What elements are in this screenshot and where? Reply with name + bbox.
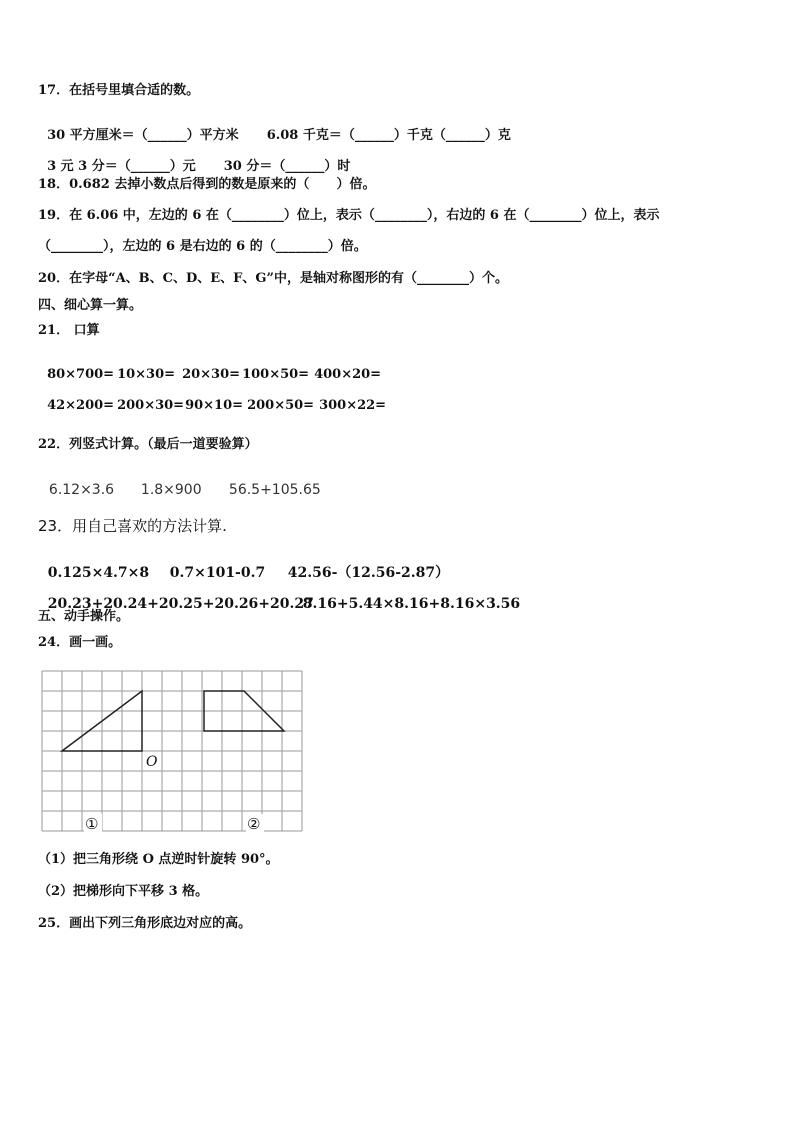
- q23-expr: 20.23+20.24+20.25+20.26+20.27: [47, 596, 314, 612]
- section4-heading: 四、细心算一算。: [38, 298, 143, 313]
- q17-row2: [38, 147, 350, 173]
- grid-figure: [40, 669, 306, 835]
- q21-title: 21． 口算: [38, 323, 100, 338]
- q21-expr: 80×700=: [47, 367, 115, 382]
- q21-row1: [38, 355, 381, 381]
- q24-task2: （2）把梯形向下平移 3 格。: [38, 884, 209, 899]
- q22-expr: 56.5+105.65: [228, 482, 321, 498]
- q21-expr: 20×30=: [182, 367, 241, 382]
- q23-row2: [38, 583, 520, 611]
- q21-expr: 42×200=: [47, 398, 115, 413]
- q17-row1: [38, 116, 511, 142]
- q19-line2: （________），左边的 6 是右边的 6 的（________）倍。: [38, 239, 367, 254]
- q23-expr: 42.56-（12.56-2.87）: [287, 565, 450, 581]
- q21-expr: 400×20=: [314, 367, 382, 382]
- q24-task1: （1）把三角形绕 O 点逆时针旋转 90°。: [38, 852, 279, 867]
- q21-expr: 10×30=: [117, 367, 176, 382]
- q21-expr: 300×22=: [319, 398, 387, 413]
- q25-text: 25．画出下列三角形底边对应的高。: [38, 916, 252, 931]
- figure-2-label: ②: [247, 815, 261, 833]
- figure-1-label: ①: [85, 815, 99, 833]
- q21-expr: 90×10=: [185, 398, 244, 413]
- q23-row1: [38, 552, 449, 580]
- q20-text: 20．在字母“A、B、C、D、E、F、G”中，是轴对称图形的有（________）个。: [38, 271, 508, 286]
- q18-text: 18．0.682 去掉小数点后得到的数是原来的（ ）倍。: [38, 177, 376, 192]
- q24-title: 24．画一画。: [38, 635, 122, 650]
- q23-expr: 0.7×101-0.7: [169, 565, 266, 581]
- q17-item-mass: 6.08 千克＝（______）千克（______）克: [266, 128, 511, 143]
- q17-item-money: 3 元 3 分＝（______）元: [47, 159, 196, 174]
- q23-expr: 8.16+5.44×8.16+8.16×3.56: [302, 596, 521, 612]
- q22-title: 22．列竖式计算。（最后一道要验算）: [38, 437, 258, 452]
- point-o-label: O: [146, 754, 158, 770]
- q23-title: 23．用自己喜欢的方法计算.: [38, 517, 227, 535]
- q21-expr: 100×50=: [242, 367, 310, 382]
- q23-expr: 0.125×4.7×8: [47, 565, 150, 581]
- q21-row2: [38, 386, 386, 412]
- q22-expr: 1.8×900: [140, 482, 202, 498]
- q21-expr: 200×30=: [117, 398, 185, 413]
- q21-expr: 200×50=: [247, 398, 315, 413]
- q22-expr: 6.12×3.6: [48, 482, 115, 498]
- q22-row: [40, 469, 321, 497]
- q17-title: 17．在括号里填合适的数。: [38, 83, 200, 98]
- q19-line1: 19．在 6.06 中，左边的 6 在（________）位上，表示（________），右边的 6 在（________）位上，表示: [38, 208, 660, 223]
- q17-item-time: 30 分＝（______）时: [223, 159, 351, 174]
- section5-heading: 五、动手操作。: [38, 609, 130, 624]
- q17-item-area: 30 平方厘米＝（______）平方米: [47, 128, 239, 143]
